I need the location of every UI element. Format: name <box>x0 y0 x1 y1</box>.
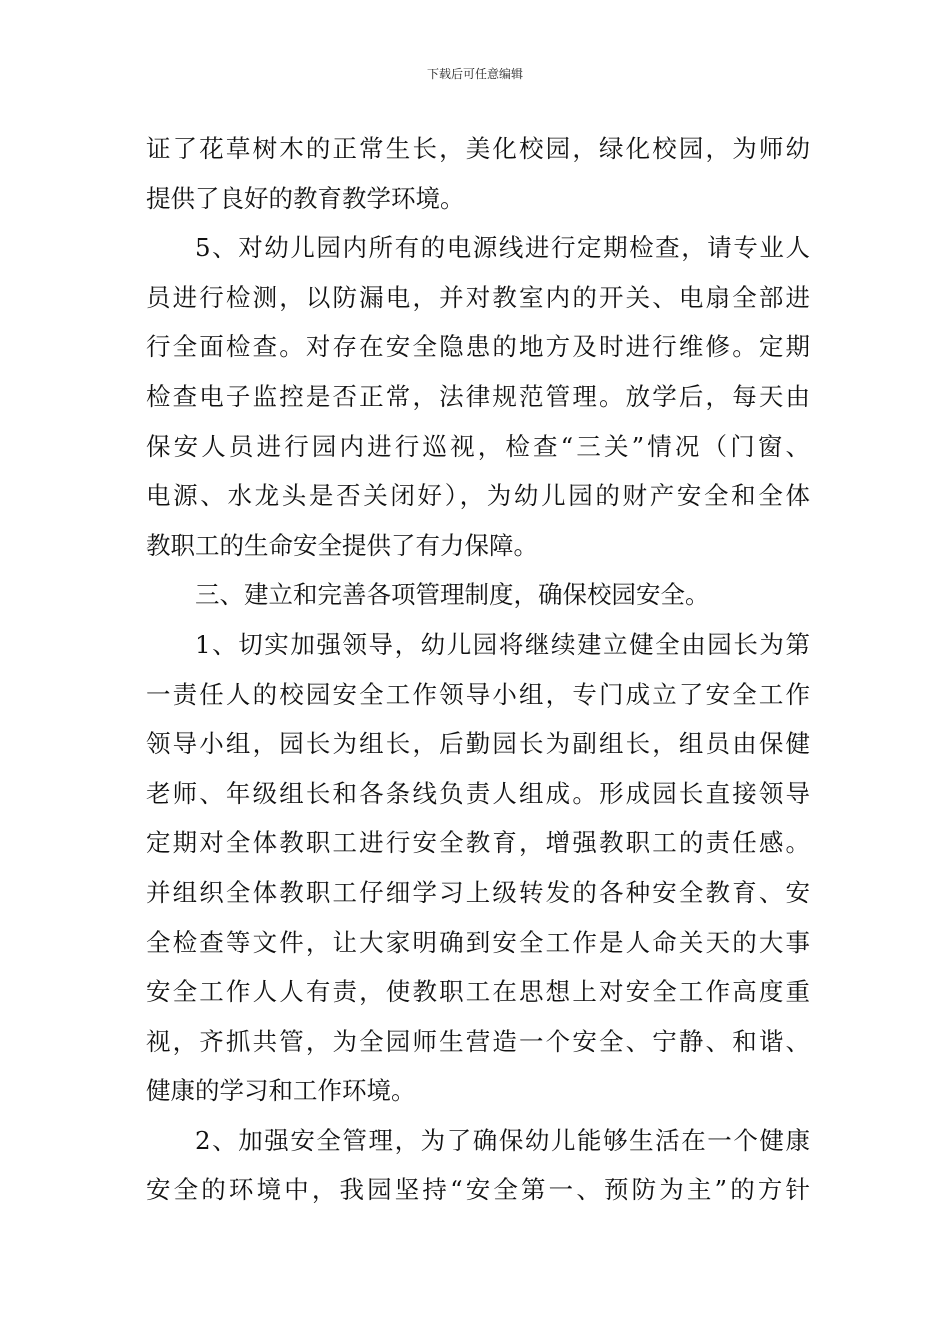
text-line: 安全工作人人有责，使教职工在思想上对安全工作高度重 <box>146 977 810 1007</box>
text-line: 1、切实加强领导，幼儿园将继续建立健全由园长为第 <box>195 629 810 659</box>
text-line: 保安人员进行园内进行巡视，检查“三关”情况（门窗、 <box>146 431 810 461</box>
text-line: 证了花草树木的正常生长，美化校园，绿化校园，为师幼 <box>146 134 810 163</box>
text-line: 老师、年级组长和各条线负责人组成。形成园长直接领导 <box>146 778 810 808</box>
text-line: 员进行检测，以防漏电，并对教室内的开关、电扇全部进 <box>146 282 810 312</box>
text-line: 检查电子监控是否正常，法律规范管理。放学后，每天由 <box>146 381 810 411</box>
text-line: 全检查等文件，让大家明确到安全工作是人命关天的大事 <box>146 927 810 957</box>
text-line: 视，齐抓共管，为全园师生营造一个安全、宁静、和谐、 <box>146 1026 810 1056</box>
text-line: 5、对幼儿园内所有的电源线进行定期检查，请专业人 <box>195 233 810 263</box>
text-line: 提供了良好的教育教学环境。 <box>146 183 465 213</box>
text-line: 定期对全体教职工进行安全教育，增强教职工的责任感。 <box>146 828 810 858</box>
text-line: 安全的环境中，我园坚持“安全第一、预防为主”的方针 <box>146 1175 810 1205</box>
text-line: 电源、水龙头是否关闭好），为幼儿园的财产安全和全体 <box>146 481 810 511</box>
document-body <box>146 124 810 1215</box>
text-line: 三、建立和完善各项管理制度，确保校园安全。 <box>195 580 710 610</box>
text-line: 教职工的生命安全提供了有力保障。 <box>146 530 538 560</box>
text-line: 领导小组，园长为组长，后勤园长为副组长，组员由保健 <box>146 729 810 759</box>
text-line: 并组织全体教职工仔细学习上级转发的各种安全教育、安 <box>146 877 810 907</box>
page-header: 下载后可任意编辑 <box>426 67 523 81</box>
text-line: 一责任人的校园安全工作领导小组，专门成立了安全工作 <box>146 679 810 709</box>
text-line: 行全面检查。对存在安全隐患的地方及时进行维修。定期 <box>146 332 810 362</box>
text-line: 健康的学习和工作环境。 <box>146 1076 416 1106</box>
text-line: 2、加强安全管理，为了确保幼儿能够生活在一个健康 <box>195 1125 810 1155</box>
